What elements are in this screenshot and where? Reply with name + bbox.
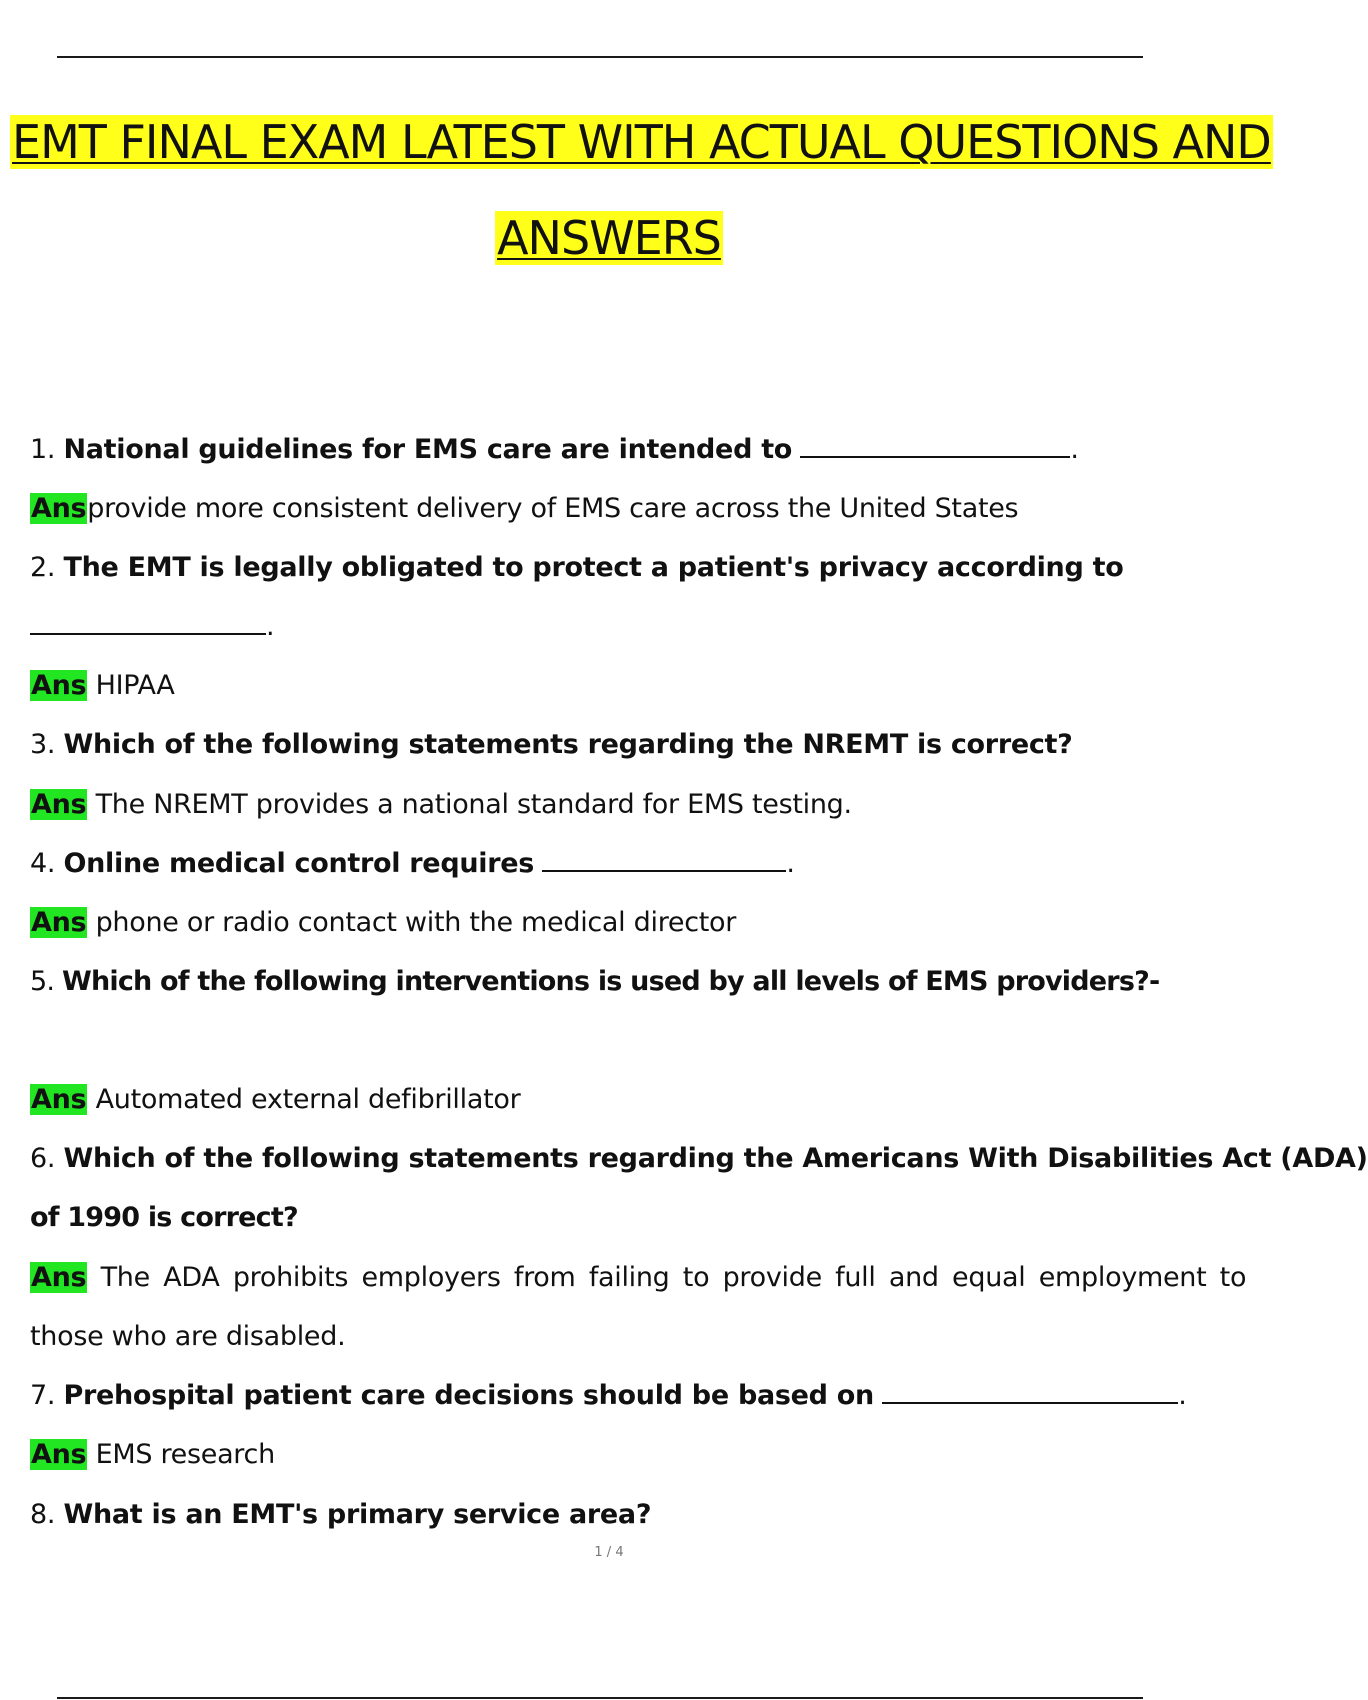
ans-label: Ans [31,670,87,701]
answer-6-continued [30,1317,1200,1357]
ans-label: Ans [31,907,87,938]
question-text: Which of the following interventions is used by all levels of EMS providers?- [61,966,1160,997]
document-title-line-2: ANSWERS [497,211,721,265]
answer-blank [542,844,786,872]
question-text: Prehospital patient care decisions should be based on [63,1380,874,1411]
ans-label: Ans [31,493,87,524]
ans-label: Ans [31,1084,87,1115]
question-text: Which of the following statements regarding the Americans With Disabilities Act (ADA) [63,1143,1368,1174]
bottom-rule [57,1697,1143,1699]
question-6: 6. Which of the following statements regarding the Americans With Disabilities Act (ADA) [30,1143,1368,1174]
answer-text: HIPAA [95,670,175,701]
question-8: 8. What is an EMT's primary service area? [30,1499,652,1530]
answer-text: EMS research [95,1439,275,1470]
answer-4 [30,903,1200,943]
question-5: 5. Which of the following interventions is used by all levels of EMS providers?- [30,966,1160,997]
answer-text: those who are disabled. [30,1321,346,1352]
answer-blank [30,607,266,635]
question-text: National guidelines for EMS care are intended to [63,434,793,465]
question-7: 7. Prehospital patient care decisions should be based on . [30,1376,1200,1416]
answer-5 [30,1080,1200,1120]
page-number: 1 / 4 [594,1545,624,1560]
question-6-continued [30,1198,1200,1238]
document-title-line-1: EMT FINAL EXAM LATEST WITH ACTUAL QUESTIONS AND [12,115,1271,169]
question-text: Which of the following statements regarding the NREMT is correct? [63,729,1073,760]
answer-blank [800,430,1070,458]
answer-text: The ADA prohibits employers from failing to provide full and equal employment to [100,1262,1247,1293]
answer-2 [30,666,1200,706]
question-2: 2. The EMT is legally obligated to protect a patient's privacy according to [30,552,1124,583]
answer-6 [30,1258,1247,1298]
question-text: What is an EMT's primary service area? [63,1499,652,1530]
question-text: Online medical control requires [63,848,535,879]
answer-text: provide more consistent delivery of EMS care across the United States [87,493,1019,524]
answer-3 [30,785,1200,825]
question-3: 3. Which of the following statements regarding the NREMT is correct? [30,729,1073,760]
top-rule [57,56,1143,58]
answer-text: Automated external defibrillator [95,1084,521,1115]
question-1: 1. National guidelines for EMS care are intended to . [30,430,1200,470]
question-text: The EMT is legally obligated to protect a patient's privacy according to [63,552,1124,583]
ans-label: Ans [31,1262,87,1293]
answer-text: The NREMT provides a national standard for EMS testing. [95,789,852,820]
answer-text: phone or radio contact with the medical director [95,907,737,938]
question-2-blank-line: . [30,607,1200,647]
answer-blank [882,1376,1178,1404]
answer-1 [30,489,1200,529]
question-text: of 1990 is correct? [30,1202,298,1233]
ans-label: Ans [31,789,87,820]
question-4: 4. Online medical control requires . [30,844,1200,884]
ans-label: Ans [31,1439,87,1470]
answer-7 [30,1435,1200,1475]
